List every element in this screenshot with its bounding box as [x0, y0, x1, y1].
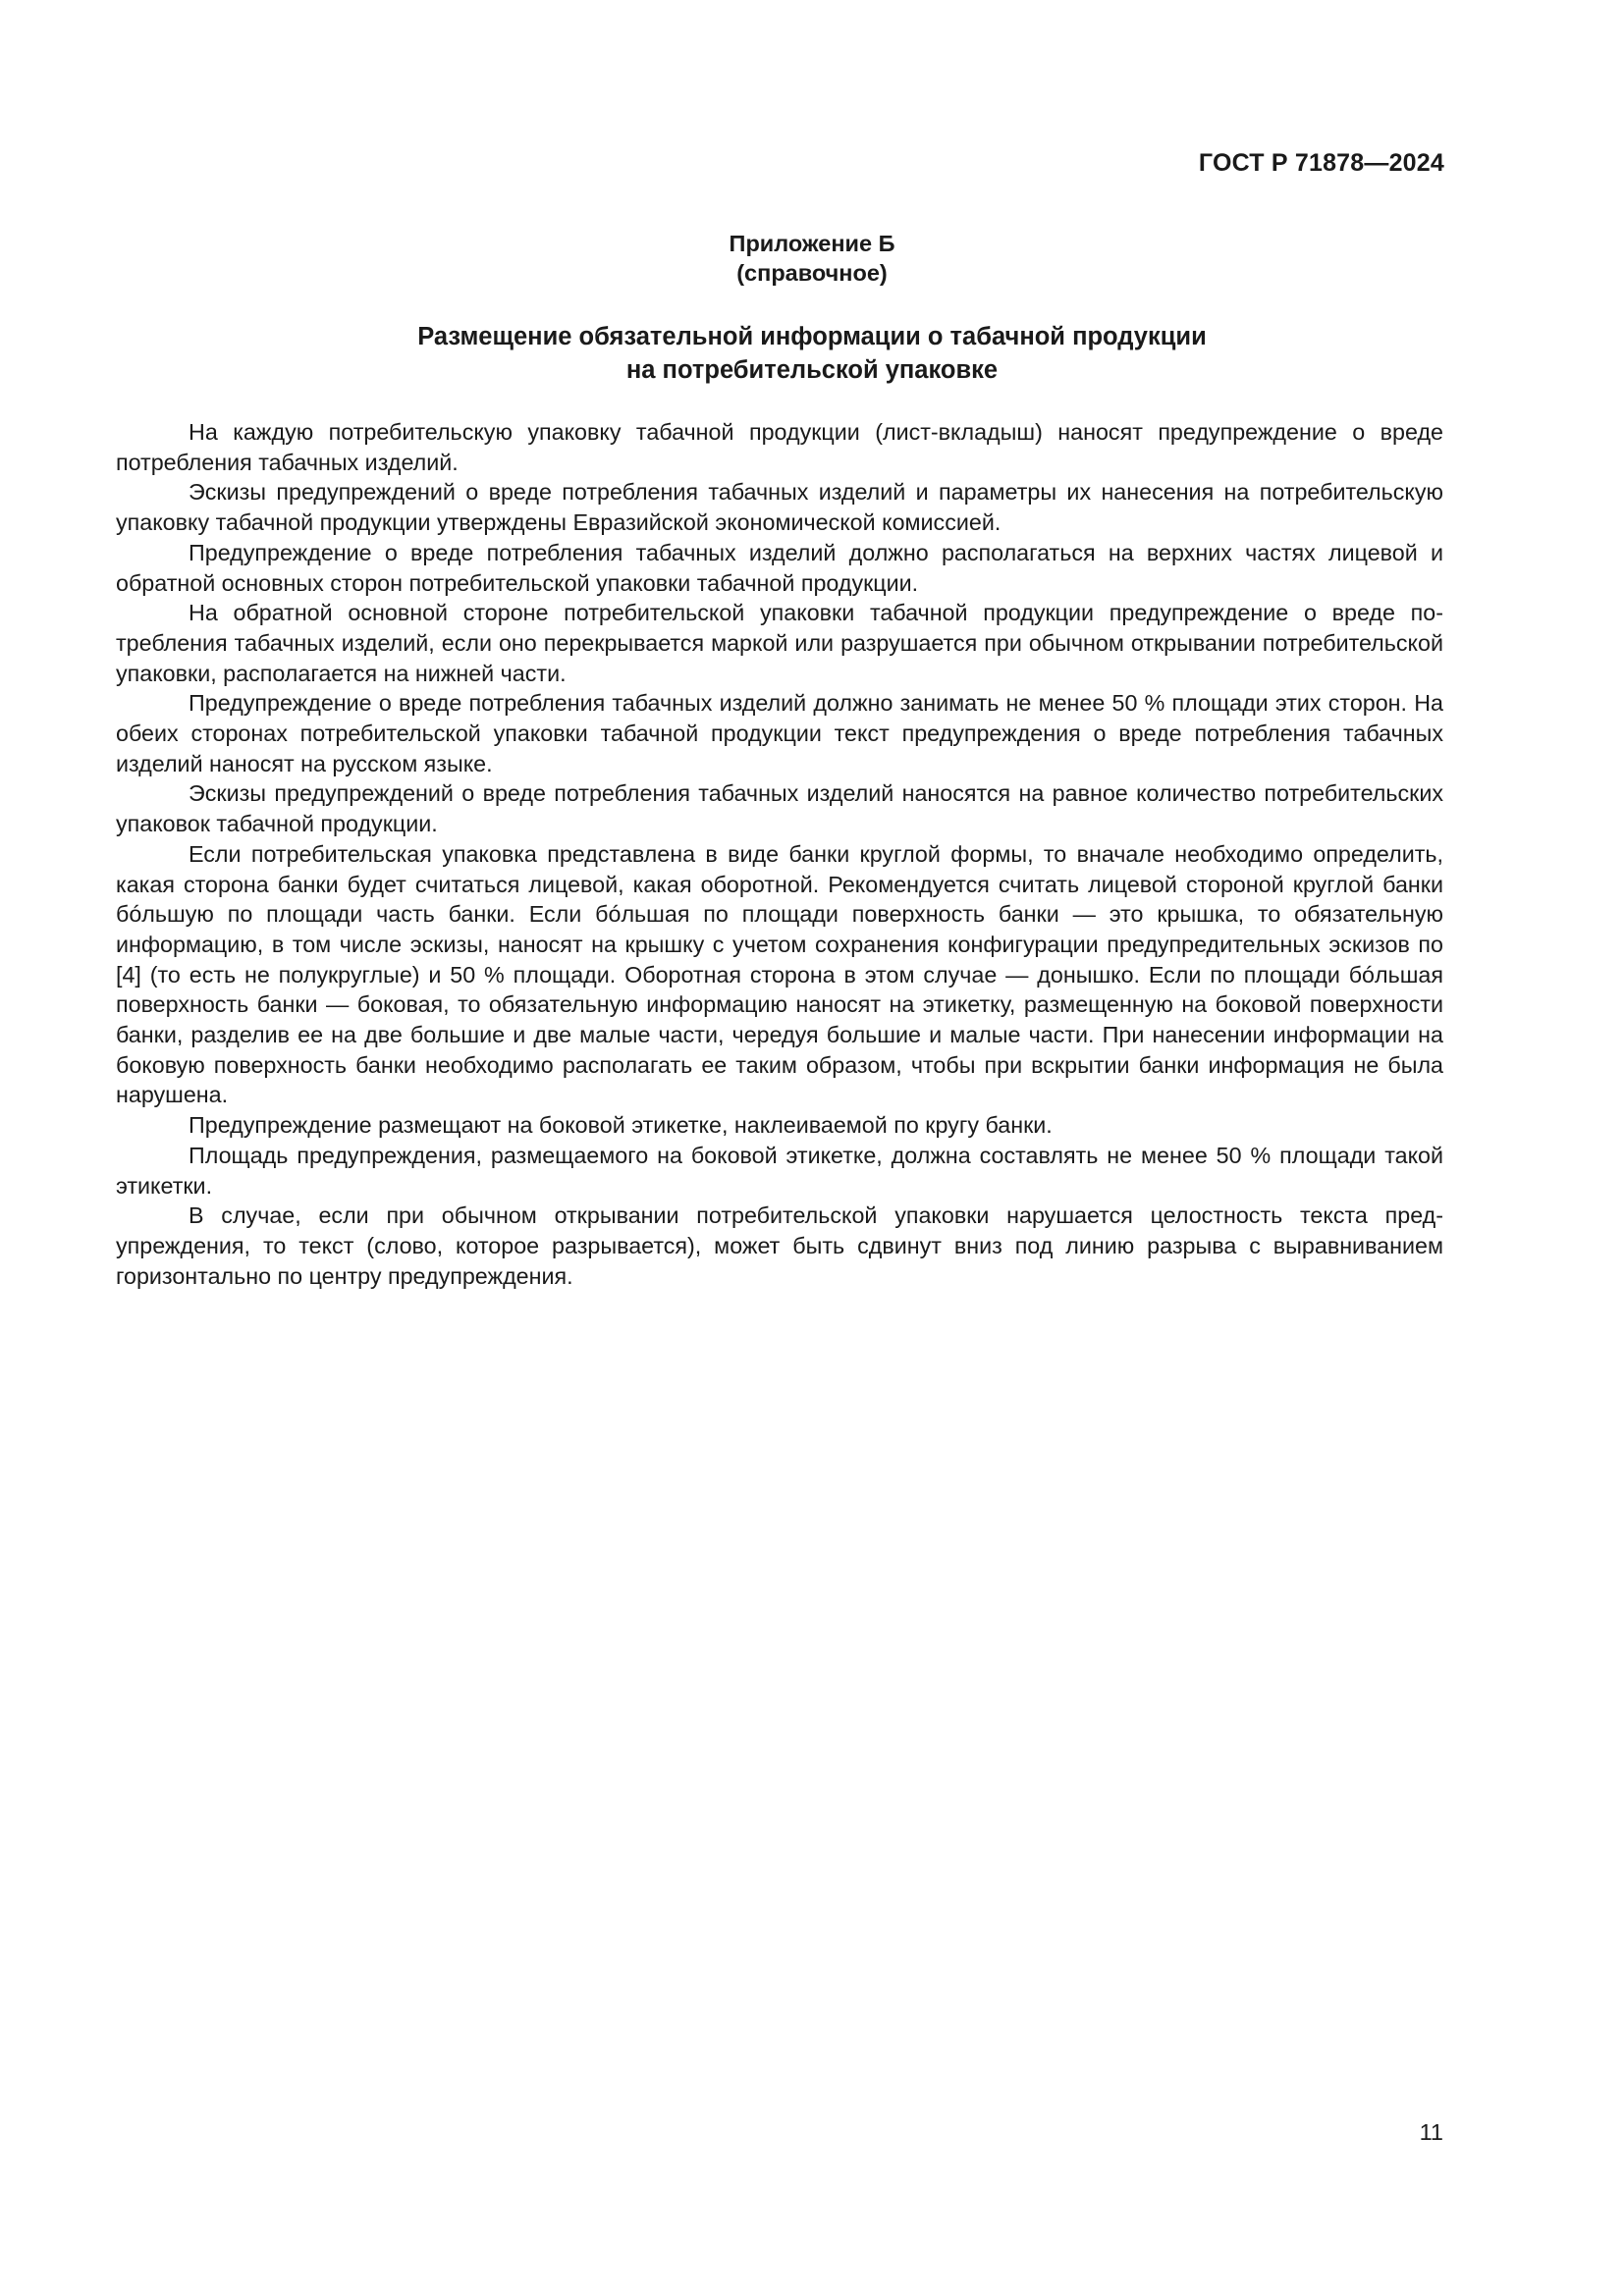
paragraph: Предупреждение о вреде потребления табачных изделий должно занимать не менее 50 % площади этих сторон. На обеих сторонах потребительской упаковки табачной продукции текст предупреждения о вреде потребления табачных изделий наносят на русском языке. — [116, 690, 1443, 776]
paragraph: На каждую потребительскую упаковку табачной продукции (лист-вкладыш) наносят предупреждение о вреде потребления табачных изделий. — [116, 419, 1443, 475]
annex-title: Приложение Б — [729, 231, 895, 256]
paragraph: Предупреждение размещают на боковой этикетке, наклеиваемой по кругу банки. — [189, 1112, 1053, 1139]
paragraph: На обратной основной стороне потребительской упаковки табачной продукции предупреждение о вреде потребления табачных изделий, если оно перекрывается маркой или разрушается при обычном открывании потребительской упаковки, располагается на нижней части. — [116, 600, 1443, 686]
section-heading-line-1: Размещение обязательной информации о табачной продукции — [417, 323, 1207, 350]
paragraph: В случае, если при обычном открывании потребительской упаковки нарушается целостность текста предупреждения, то текст (слово, которое разрывается), может быть сдвинут вниз под линию разрыва с выравниванием горизонтально по центру предупреждения. — [116, 1202, 1443, 1289]
paragraph: Площадь предупреждения, размещаемого на боковой этикетке, должна составлять не менее 50 % площади такой этикетки. — [116, 1142, 1443, 1199]
paragraph: Если потребительская упаковка представлена в виде банки круглой формы, то вначале необходимо определить, какая сторона банки будет считаться лицевой, какая оборотной. Рекомендуется считать лицевой стороной круглой банки бóльшую по площади часть банки. Если бóльшая по площади поверхность банки — это крышка, то обязательную информацию, в том числе эскизы, наносят на крышку с учетом сохранения конфигурации предупредительных эскизов по [4] (то есть не полукруглые) и 50 % площади. Оборотная сторона в этом случае — донышко. Если по площади бóльшая поверхность банки — боковая, то обязательную информацию наносят на этикетку, размещенную на боковой поверхности банки, разделив ее на две большие и две малые части, чередуя большие и малые части. При нанесении информации на боковую поверхность банки необходимо располагать ее таким образом, чтобы при вскрытии банки информация не была нарушена. — [116, 840, 1443, 1108]
paragraph: Предупреждение о вреде потребления табачных изделий должно располагаться на верхних частях лицевой и обратной основных сторон потребительской упаковки табачной продукции. — [116, 539, 1443, 596]
paragraph: Эскизы предупреждений о вреде потребления табачных изделий и параметры их нанесения на потребительскую упаковку табачной продукции утверждены Евразийской экономической комиссией. — [116, 479, 1443, 536]
annex-block — [0, 229, 1624, 288]
paragraph: Эскизы предупреждений о вреде потребления табачных изделий наносятся на равное количество потребительских упаковок табачной продукции. — [116, 780, 1443, 837]
document-code: ГОСТ Р 71878—2024 — [1198, 149, 1444, 177]
section-heading-line-2: на потребительской упаковке — [625, 356, 999, 384]
body-text — [116, 417, 1443, 1291]
annex-type: (справочное) — [736, 260, 888, 286]
section-heading — [0, 320, 1624, 387]
page-number: 11 — [1419, 2119, 1443, 2145]
